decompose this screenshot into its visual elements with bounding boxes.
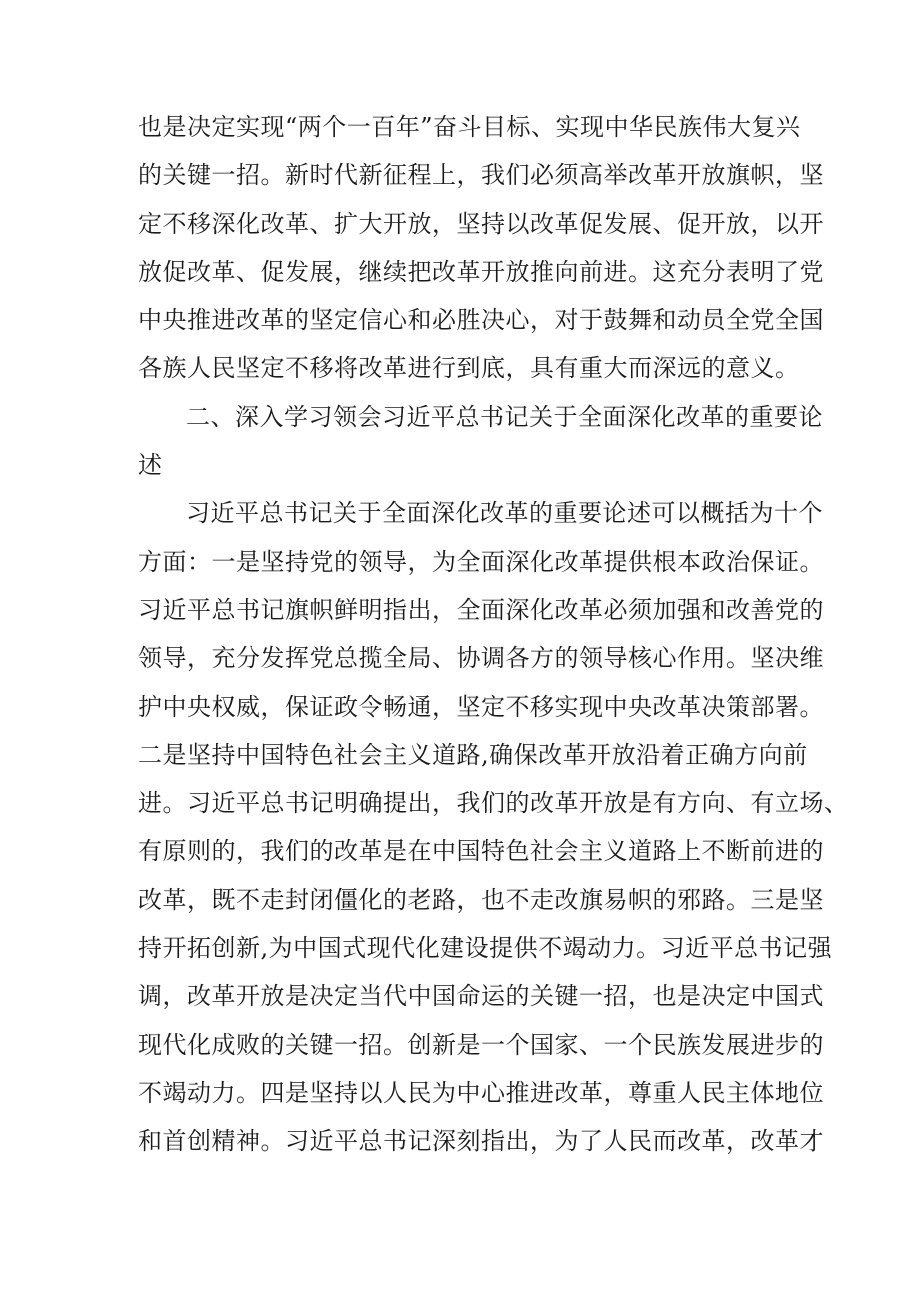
text-line: 调，改革开放是决定当代中国命运的关键一招，也是决定中国式	[138, 982, 824, 1011]
text-line: 放促改革、促发展，继续把改革开放推向前进。这充分表明了党	[138, 257, 824, 286]
text-line: 改革，既不走封闭僵化的老路，也不走改旗易帜的邪路。三是坚	[138, 885, 824, 914]
text-line: 各族人民坚定不移将改革进行到底，具有重大而深远的意义。	[138, 354, 800, 383]
text-line: 二、深入学习领会习近平总书记关于全面深化改革的重要论	[186, 402, 823, 431]
text-line: 定不移深化改革、扩大开放，坚持以改革促发展、促开放，以开	[138, 209, 824, 238]
text-line: 的关键一招。新时代新征程上，我们必须高举改革开放旗帜，坚	[138, 161, 824, 190]
text-line: 有原则的，我们的改革是在中国特色社会主义道路上不断前进的	[138, 837, 824, 866]
body-text	[138, 103, 849, 1166]
text-line: 和首创精神。习近平总书记深刻指出，为了人民而改革，改革才	[138, 1127, 824, 1156]
text-line: 护中央权威，保证政令畅通，坚定不移实现中央改革决策部署。	[138, 692, 824, 721]
text-line: 不竭动力。四是坚持以人民为中心推进改革，尊重人民主体地位	[138, 1078, 824, 1107]
text-line: 现代化成败的关键一招。创新是一个国家、一个民族发展进步的	[138, 1030, 824, 1059]
text-line: 习近平总书记关于全面深化改革的重要论述可以概括为十个	[186, 499, 823, 528]
text-line: 方面：一是坚持党的领导，为全面深化改革提供根本政治保证。	[138, 547, 824, 576]
text-line: 习近平总书记旗帜鲜明指出，全面深化改革必须加强和改善党的	[138, 595, 824, 624]
text-line: 领导，充分发挥党总揽全局、协调各方的领导核心作用。坚决维	[138, 644, 824, 673]
text-line: 进。习近平总书记明确提出，我们的改革开放是有方向、有立场、	[138, 789, 849, 818]
text-line: 也是决定实现“两个一百年”奋斗目标、实现中华民族伟大复兴	[138, 113, 801, 141]
text-line: 二是坚持中国特色社会主义道路,确保改革开放沿着正确方向前	[138, 740, 808, 769]
text-line: 中央推进改革的坚定信心和必胜决心，对于鼓舞和动员全党全国	[138, 306, 824, 335]
text-line: 持开拓创新,为中国式现代化建设提供不竭动力。习近平总书记强	[138, 934, 833, 963]
text-line: 述	[138, 451, 163, 480]
